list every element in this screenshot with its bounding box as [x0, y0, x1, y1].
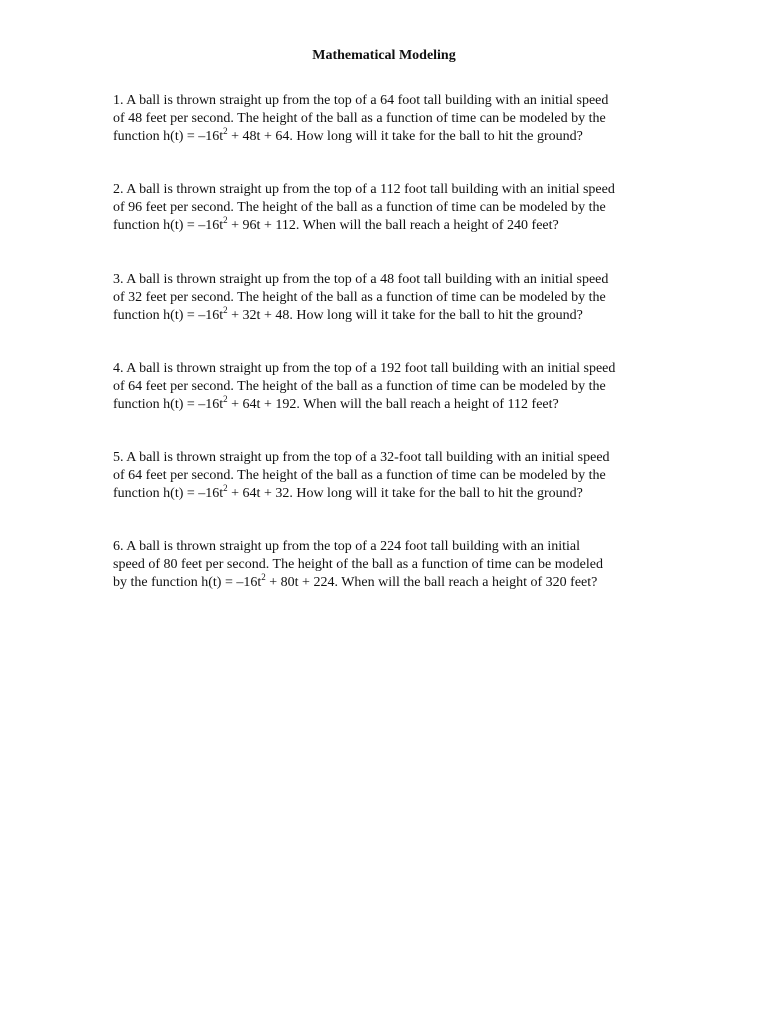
problem-line: 6. A ball is thrown straight up from the top of a 224 foot tall building with an initial	[113, 539, 581, 554]
problem-line: of 32 feet per second. The height of the ball as a function of time can be modeled by the	[113, 290, 606, 305]
page-title: Mathematical Modeling	[312, 48, 456, 63]
problem-function-line	[113, 217, 661, 235]
problem-function-line	[113, 128, 661, 146]
question-text: + 32t + 48. How long will it take for the ball to hit the ground?	[227, 308, 583, 323]
question-text: + 48t + 64. How long will it take for the ball to hit the ground?	[227, 129, 583, 144]
problem-1	[113, 92, 661, 146]
problem-line: of 48 feet per second. The height of the ball as a function of time can be modeled by the	[113, 111, 606, 126]
function-text: by the function h(t) = –16t	[113, 575, 262, 590]
question-text: + 64t + 32. How long will it take for the ball to hit the ground?	[227, 486, 583, 501]
question-text: + 64t + 192. When will the ball reach a height of 112 feet?	[227, 397, 559, 412]
function-text: function h(t) = –16t	[113, 486, 224, 501]
exponent: 2	[223, 215, 228, 225]
function-text: function h(t) = –16t	[113, 218, 224, 233]
problem-2	[113, 181, 661, 235]
problem-line: 5. A ball is thrown straight up from the top of a 32-foot tall building with an initial speed	[113, 450, 610, 465]
problem-function-line	[113, 485, 661, 503]
problem-line: of 64 feet per second. The height of the ball as a function of time can be modeled by the	[113, 468, 606, 483]
problem-line: 2. A ball is thrown straight up from the top of a 112 foot tall building with an initial speed	[113, 182, 615, 197]
problem-4	[113, 360, 661, 414]
problem-function-line	[113, 396, 661, 414]
problem-5	[113, 449, 661, 503]
function-text: function h(t) = –16t	[113, 129, 224, 144]
problem-function-line	[113, 307, 661, 325]
problem-line: speed of 80 feet per second. The height of the ball as a function of time can be modeled	[113, 557, 603, 572]
problem-line: of 96 feet per second. The height of the ball as a function of time can be modeled by the	[113, 200, 606, 215]
problem-line: 1. A ball is thrown straight up from the top of a 64 foot tall building with an initial speed	[113, 93, 609, 108]
exponent: 2	[223, 394, 228, 404]
question-text: + 96t + 112. When will the ball reach a height of 240 feet?	[227, 218, 559, 233]
problem-3	[113, 271, 661, 325]
function-text: function h(t) = –16t	[113, 397, 224, 412]
problem-6	[113, 538, 661, 592]
exponent: 2	[223, 483, 228, 493]
exponent: 2	[223, 305, 228, 315]
problem-function-line	[113, 574, 661, 592]
problem-line: of 64 feet per second. The height of the ball as a function of time can be modeled by the	[113, 379, 606, 394]
question-text: + 80t + 224. When will the ball reach a height of 320 feet?	[265, 575, 598, 590]
function-text: function h(t) = –16t	[113, 308, 224, 323]
problem-line: 4. A ball is thrown straight up from the top of a 192 foot tall building with an initial speed	[113, 361, 616, 376]
problem-line: 3. A ball is thrown straight up from the top of a 48 foot tall building with an initial speed	[113, 272, 609, 287]
exponent: 2	[261, 572, 266, 582]
exponent: 2	[223, 126, 228, 136]
